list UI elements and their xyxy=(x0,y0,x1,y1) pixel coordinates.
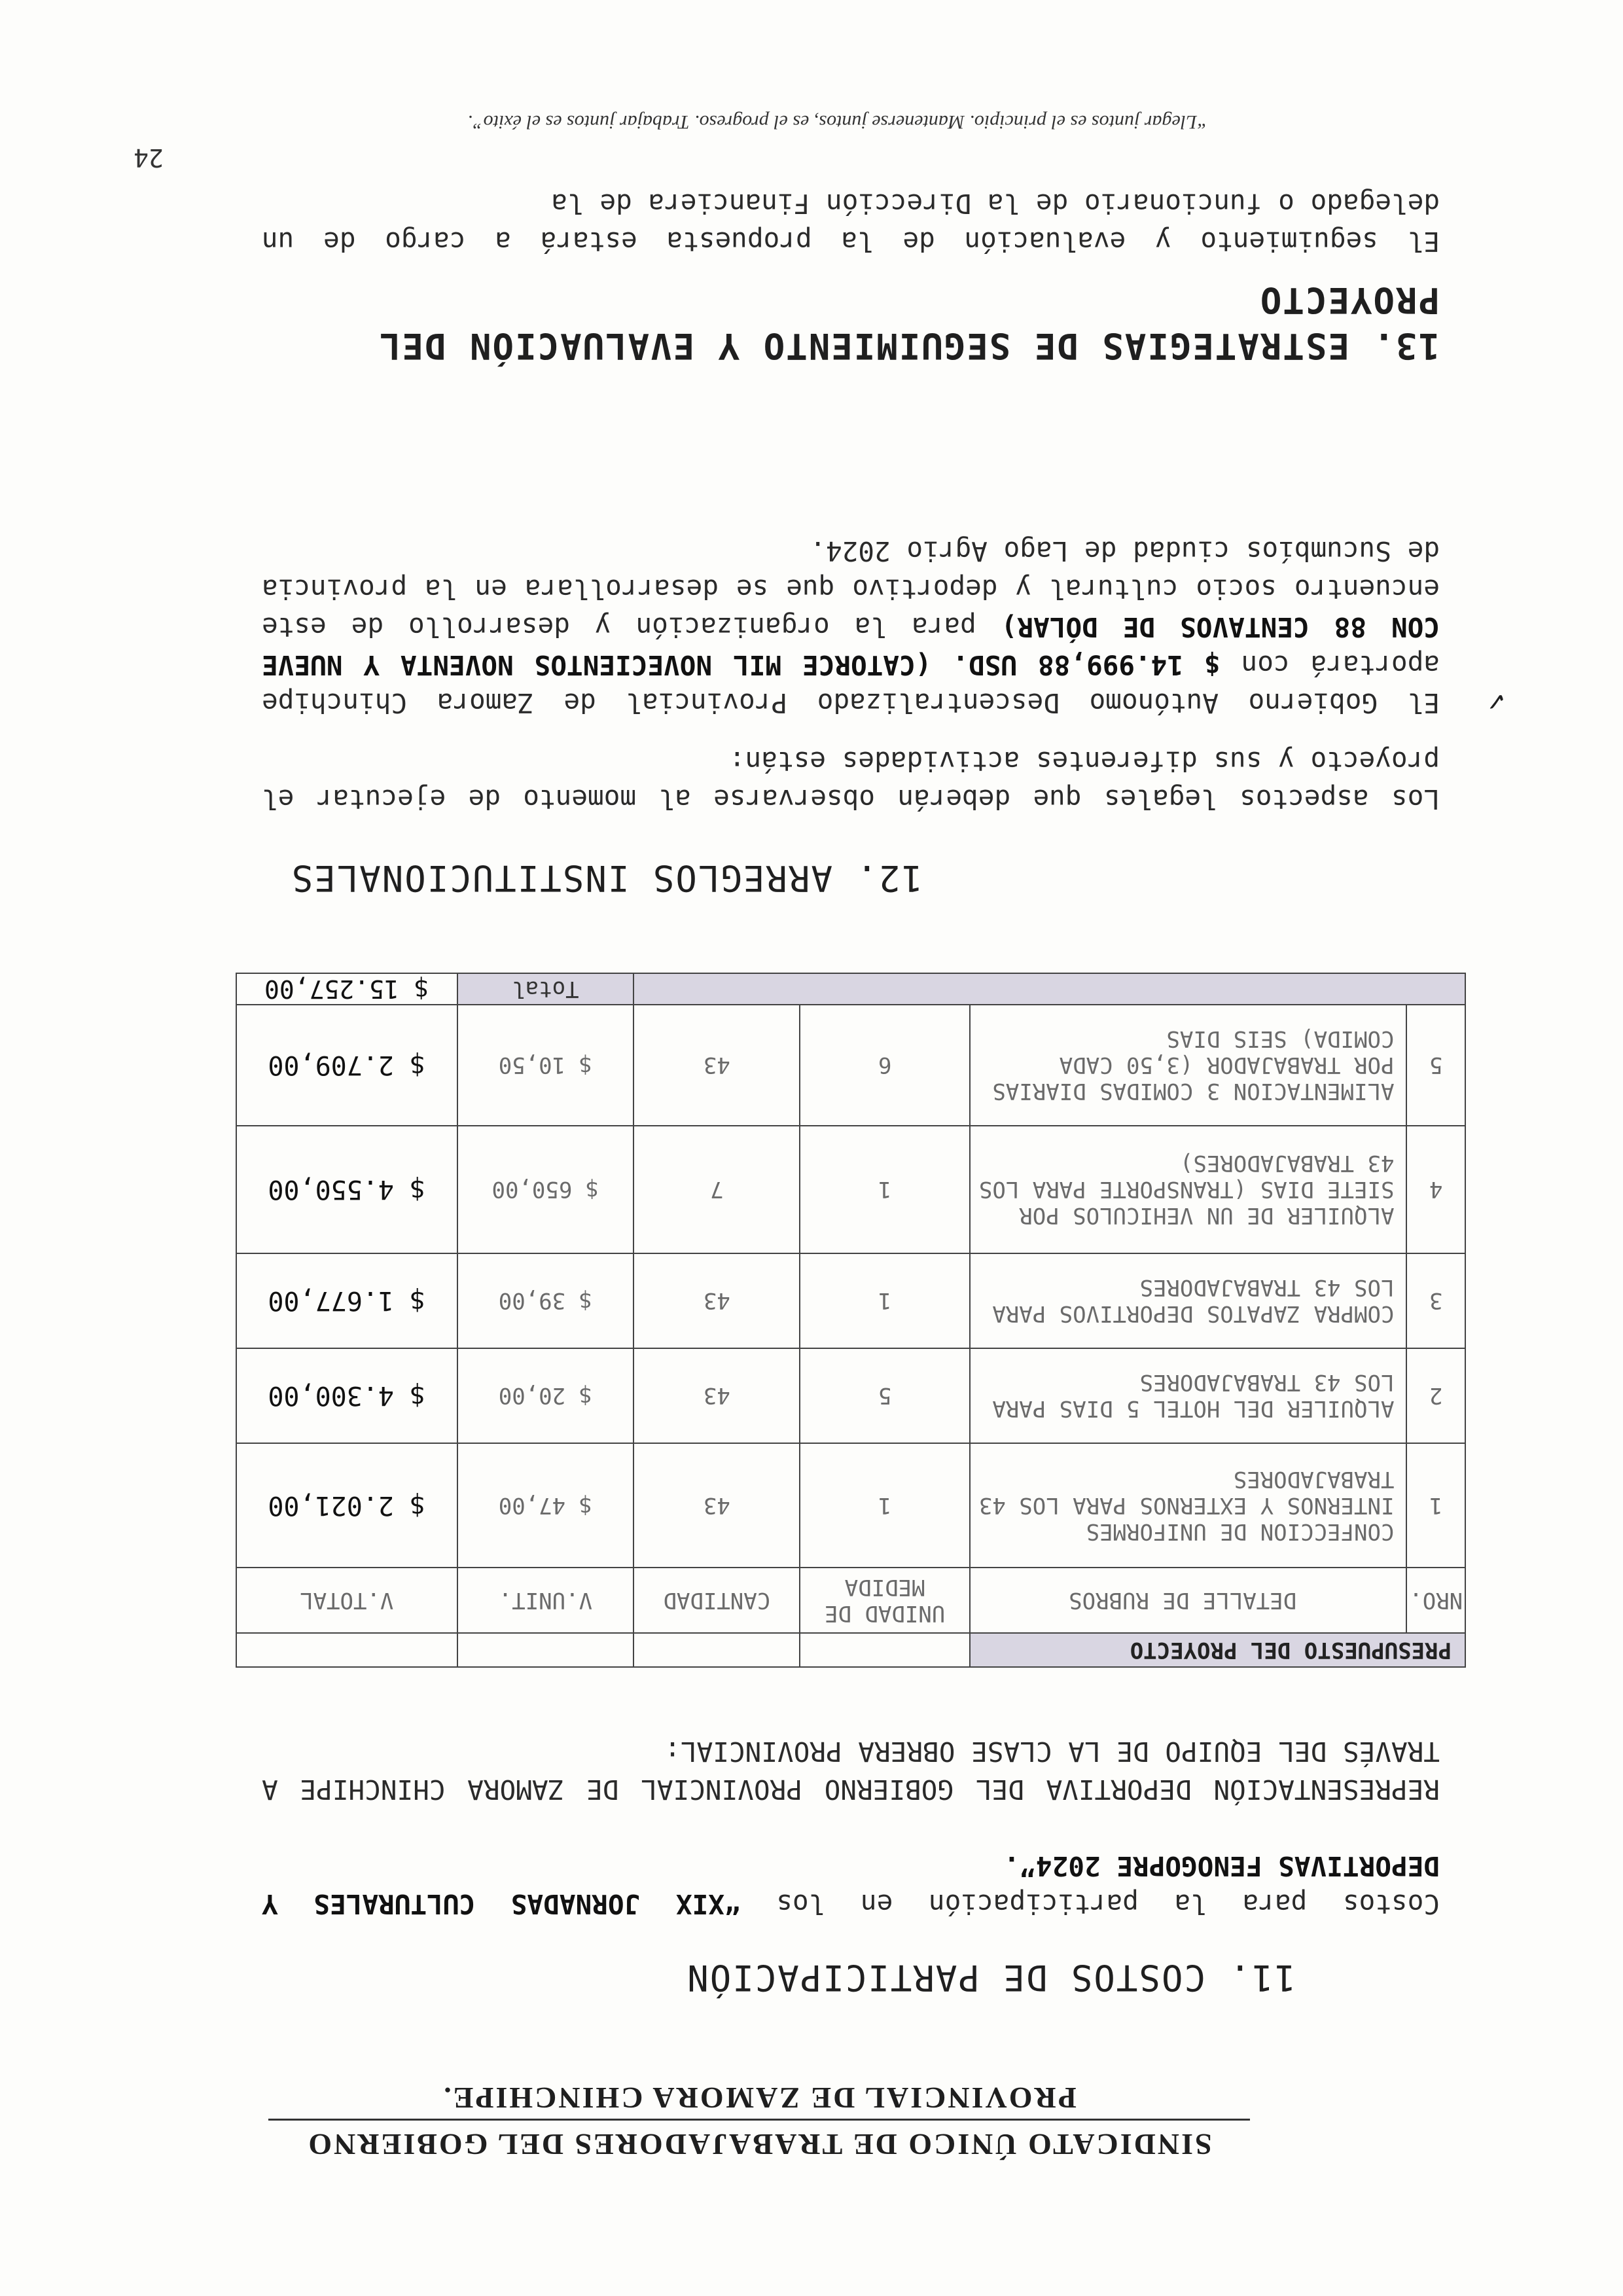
row-number: 4 xyxy=(1406,1126,1465,1253)
row-total-value: $ 4.300,00 xyxy=(236,1348,457,1443)
row-detail: ALQUILER DEL HOTEL 5 DIAS PARA LOS 43 TRABAJADORES xyxy=(970,1348,1407,1443)
total-value: $ 15.257,00 xyxy=(236,973,457,1005)
row-unit: 1 xyxy=(800,1253,969,1348)
row-total-value: $ 1.677,00 xyxy=(236,1253,457,1348)
row-unit-value: $ 650,00 xyxy=(457,1126,634,1253)
union-letterhead xyxy=(268,2077,1250,2165)
section-11-heading: 11. COSTOS DE PARTICIPACIÓN xyxy=(686,1957,1296,1998)
table-row xyxy=(236,1443,1465,1568)
checkmark-icon: ✓ xyxy=(1488,685,1505,719)
total-row xyxy=(236,973,1465,1005)
total-label: Total xyxy=(457,973,634,1005)
row-number: 2 xyxy=(1406,1348,1465,1443)
section-11-intro xyxy=(262,1847,1440,1923)
column-header: UNIDAD DE MEDIDA xyxy=(800,1568,969,1633)
section-12-heading: 12. ARREGLOS INSTITUCIONALES xyxy=(290,857,923,899)
row-number: 5 xyxy=(1406,1005,1465,1126)
budget-table xyxy=(236,973,1466,1668)
page-number: 24 xyxy=(134,143,164,172)
row-quantity: 7 xyxy=(633,1126,800,1253)
row-detail: ALIMENTACION 3 COMIDAS DIARIAS POR TRABAJADOR (3,50 CADA COMIDA) SEIS DIAS xyxy=(970,1005,1407,1126)
row-total-value: $ 2.709,00 xyxy=(236,1005,457,1126)
letterhead-line-1: SINDICATO ÚNICO DE TRABAJADORES DEL GOBIERNO xyxy=(268,2119,1250,2165)
bullet-text-start: El Gobierno Autónomo Descentralizado Provincial de Zamora Chinchipe aportará con xyxy=(262,649,1440,719)
table-row xyxy=(236,1253,1465,1348)
row-number: 1 xyxy=(1406,1443,1465,1568)
bullet-text-end: para la organización y desarrollo de este encuentro socio cultural y deportivo que se desarrollara en la provincia de Sucumbíos ciudad de Lago Agrio 2024. xyxy=(262,535,1440,643)
row-quantity: 43 xyxy=(633,1348,800,1443)
row-unit: 1 xyxy=(800,1126,969,1253)
row-unit-value: $ 47,00 xyxy=(457,1443,634,1568)
budget-title: PRESUPUESTO DEL PROYECTO xyxy=(970,1633,1465,1667)
row-unit-value: $ 39,00 xyxy=(457,1253,634,1348)
table-row xyxy=(236,1126,1465,1253)
table-row xyxy=(236,1348,1465,1443)
contribution-amount: $ 14.999,88 USD. (CATORCE MIL NOVECIENTOS NOVENTA Y NUEVE CON 88 CENTAVOS DE DÓLAR) xyxy=(262,611,1440,681)
row-quantity: 43 xyxy=(633,1005,800,1126)
column-header: DETALLE DE RUBROS xyxy=(970,1568,1407,1633)
section-13-paragraph: El seguimiento y evaluación de la propuesta estará a cargo de un delegado o funcionario de la Dirección Financiera de la xyxy=(262,188,1440,257)
row-number: 3 xyxy=(1406,1253,1465,1348)
column-header: NRO. xyxy=(1406,1568,1465,1633)
row-detail: CONFECCION DE UNIFORMES INTERNOS Y EXTERNOS PARA LOS 43 TRABAJADORES xyxy=(970,1443,1407,1568)
event-name: “XIX JORNADAS CULTURALES Y DEPORTIVAS FENOGOPRE 2024”. xyxy=(262,1850,1440,1920)
representation-text: REPRESENTACIÓN DEPORTIVA DEL GOBIERNO PROVINCIAL DE ZAMORA CHINCHIPE A TRAVÉS DEL EQUIPO DE LA CLASE OBRERA PROVINCIAL: xyxy=(262,1736,1440,1805)
intro-text: Costos para la participación en los xyxy=(740,1888,1440,1920)
section-13-heading: 13. ESTRATEGIAS DE SEGUIMIENTO Y EVALUACIÓN DEL PROYECTO xyxy=(378,279,1440,367)
row-unit-value: $ 20,00 xyxy=(457,1348,634,1443)
table-row xyxy=(236,1005,1465,1126)
row-detail: COMPRA ZAPATOS DEPORTIVOS PARA LOS 43 TRABAJADORES xyxy=(970,1253,1407,1348)
section-12-paragraph: Los aspectos legales que deberán observarse al momento de ejecutar el proyecto y sus diferentes actividades están: xyxy=(262,745,1440,815)
row-unit-value: $ 10,50 xyxy=(457,1005,634,1126)
section-12-bullet xyxy=(262,532,1440,722)
row-total-value: $ 4.550,00 xyxy=(236,1126,457,1253)
row-quantity: 43 xyxy=(633,1443,800,1568)
row-unit: 5 xyxy=(800,1348,969,1443)
row-quantity: 43 xyxy=(633,1253,800,1348)
row-total-value: $ 2.021,00 xyxy=(236,1443,457,1568)
row-unit: 6 xyxy=(800,1005,969,1126)
column-header: V.UNIT. xyxy=(457,1568,634,1633)
column-header: CANTIDAD xyxy=(633,1568,800,1633)
column-header: V.TOTAL xyxy=(236,1568,457,1633)
table-header-row xyxy=(236,1568,1465,1633)
letterhead-line-2: PROVINCIAL DE ZAMORA CHINCHIPE. xyxy=(442,2081,1077,2115)
footer-motto: “Llegar juntos es el principio. Mantenerse juntos, es el progreso. Trabajar juntos es el éxito”. xyxy=(467,111,1208,133)
row-unit: 1 xyxy=(800,1443,969,1568)
row-detail: ALQUILER DE UN VEHICULOS POR SIETE DIAS (TRANSPORTE PARA LOS 43 TRABAJADORES) xyxy=(970,1126,1407,1253)
